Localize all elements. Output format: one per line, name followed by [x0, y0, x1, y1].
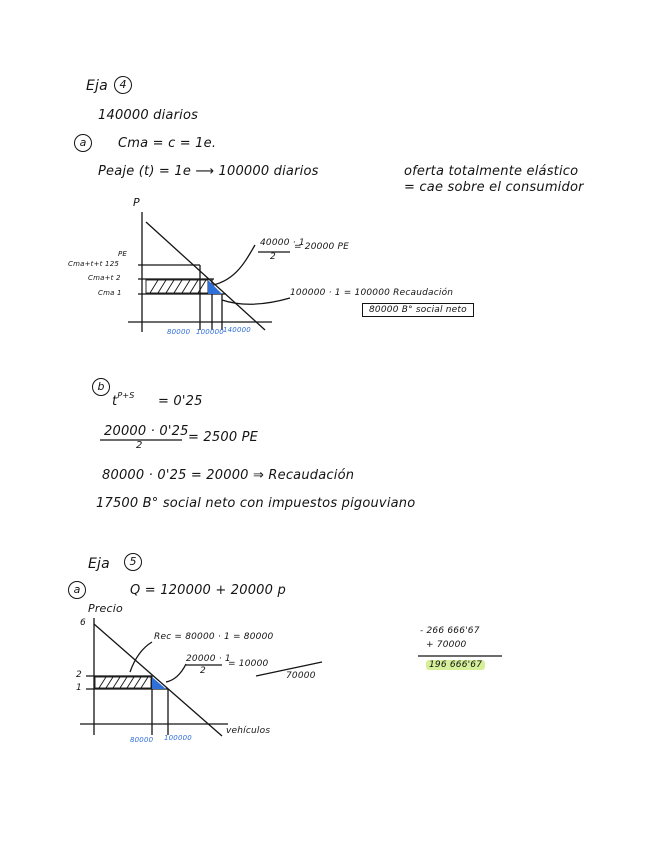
ej5-title: Eja — [88, 556, 110, 572]
ej4-oferta-1: oferta totalmente elástico — [404, 164, 579, 179]
graph1-ann3-box: 80000 B° social neto — [362, 303, 474, 317]
graph2-y-6: 6 — [80, 618, 86, 628]
calc-line2: + 70000 — [426, 640, 467, 650]
graph1-ann1-res: = 20000 PE — [294, 242, 350, 252]
graph2-x-80000: 80000 — [130, 736, 154, 744]
graph2-hatch — [95, 677, 151, 688]
b-t-superscript: P+S — [117, 391, 135, 400]
graph2-ann1: Rec = 80000 · 1 = 80000 — [154, 632, 274, 642]
graph1-annot-curve2 — [222, 298, 290, 304]
ej4-b-line1: = 0'25 — [158, 394, 203, 409]
ej4-b-line3: 80000 · 0'25 = 20000 ⇒ Recaudación — [102, 468, 355, 483]
graph1-annot-curve — [208, 245, 255, 286]
graph1-pe-label: PE — [118, 250, 128, 258]
graph2-y-1: 1 — [76, 683, 82, 693]
graph2-y-label: Precio — [88, 602, 123, 615]
ej4-number: 4 — [114, 76, 132, 94]
graph2-blue-triangle — [152, 677, 166, 689]
graph1-x-80000: 80000 — [167, 328, 191, 336]
graph1-y-125: Cma+t+t 125 — [68, 260, 120, 268]
ej4-b-label: b — [92, 378, 110, 396]
ej5-number: 5 — [124, 553, 142, 571]
b-t-symbol: t — [112, 394, 118, 409]
graph2-x-label: vehículos — [226, 726, 271, 736]
ej4-a-line: Cma = c = 1e. — [118, 136, 217, 151]
graph2-x-100000: 100000 — [164, 734, 192, 742]
ej5-a-label: a — [68, 581, 86, 599]
graph2-annot-curve — [130, 642, 152, 672]
ej4-b-line4: 17500 B° social neto con impuestos pigouviano — [96, 496, 416, 511]
ej4-peaje-line: Peaje (t) = 1e ⟶ 100000 diarios — [98, 164, 319, 179]
graph1-ann1-num: 40000 · 1 — [260, 238, 305, 248]
graph2-y-2: 2 — [76, 670, 82, 680]
graph2-ann2-total: 70000 — [286, 671, 316, 681]
graph1-x-140000: 140000 — [223, 326, 251, 334]
graph1-p-label: P — [133, 196, 140, 209]
ej4-b-t — [112, 391, 135, 409]
graph2-ann2-num: 20000 · 1 — [186, 654, 231, 664]
graph-ej4 — [128, 212, 290, 332]
ej4-b-frac-num: 20000 · 0'25 — [104, 424, 189, 439]
graph1-ann2: 100000 · 1 = 100000 Recaudación — [290, 288, 454, 298]
ej4-title: Eja — [86, 78, 108, 94]
graph2-ann2-res: = 10000 — [228, 659, 269, 669]
graph2-ann2-den: 2 — [200, 666, 206, 676]
graph1-hatch — [146, 280, 208, 293]
graph1-blue-triangle — [208, 280, 222, 294]
graph1-x-100000: 100000 — [196, 328, 224, 336]
ej4-a-label: a — [74, 134, 92, 152]
ej4-b-frac-res: = 2500 PE — [188, 430, 259, 445]
calc-line1: - 266 666'67 — [420, 626, 480, 636]
ej5-eq: Q = 120000 + 20000 p — [130, 583, 286, 598]
graph1-ann1-den: 2 — [270, 252, 276, 262]
calc-result — [426, 660, 485, 670]
graph1-y-1: Cma 1 — [98, 289, 122, 297]
ej4-line1: 140000 diarios — [98, 108, 199, 123]
graph2-annot-curve2 — [166, 664, 186, 682]
graph1-y-2: Cma+t 2 — [88, 274, 121, 282]
ej4-b-frac-den: 2 — [136, 440, 143, 451]
ej4-oferta-2: = cae sobre el consumidor — [404, 180, 584, 195]
calc-result-highlight: 196 666'67 — [426, 660, 485, 670]
graph1-demand-line — [146, 222, 265, 330]
